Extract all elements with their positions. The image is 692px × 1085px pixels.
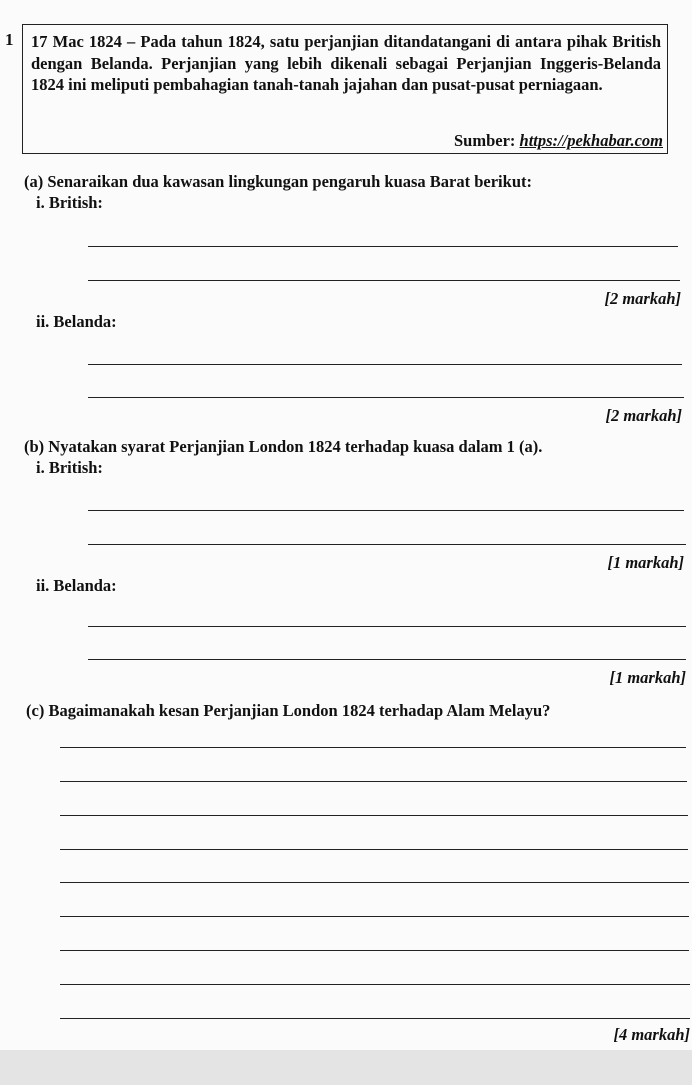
answer-line[interactable] [60,916,689,917]
part-a-british-label: i. British: [36,193,103,212]
answer-line[interactable] [88,246,678,247]
source-text [31,31,661,96]
part-b-ii-marks: [1 markah] [609,668,686,687]
answer-line[interactable] [60,984,690,985]
source-label: Sumber: [453,131,520,150]
answer-line[interactable] [88,510,684,511]
part-b-british-label: i. British: [36,458,103,477]
answer-line[interactable] [60,747,686,748]
answer-line[interactable] [88,280,680,281]
part-c-marks: [4 markah] [613,1025,690,1044]
answer-line[interactable] [60,815,688,816]
answer-line[interactable] [60,781,687,782]
question-number: 1 [5,30,14,49]
answer-line[interactable] [88,364,682,365]
answer-line[interactable] [60,1018,690,1019]
source-body: – Pada tahun 1824, satu perjanjian ditandatangani di antara pihak British dengan Belanda. Perjanjian yang lebih dikenali sebagai Perjanjian Inggeris-Belanda 1824 ini meliputi pembahagian tanah-tanah jajahan dan pusat-pusat perniagaan. [31,32,662,94]
part-a-ii-marks: [2 markah] [605,406,682,425]
page-bottom-margin [0,1050,692,1085]
part-b-i-marks: [1 markah] [607,553,684,572]
answer-line[interactable] [60,849,688,850]
answer-line[interactable] [88,397,684,398]
answer-line[interactable] [88,626,686,627]
part-a-i-marks: [2 markah] [604,289,681,308]
answer-line[interactable] [88,659,686,660]
answer-line[interactable] [60,882,689,883]
source-date: 17 Mac 1824 [31,32,122,51]
answer-line[interactable] [88,544,686,545]
part-a-prompt: (a) Senaraikan dua kawasan lingkungan pengaruh kuasa Barat berikut: [24,172,532,191]
part-b-belanda-label: ii. Belanda: [36,576,117,595]
source-box [22,24,668,154]
source-link[interactable]: https://pekhabar.com [519,131,663,150]
part-c-prompt: (c) Bagaimanakah kesan Perjanjian London 1824 terhadap Alam Melayu? [26,701,551,720]
part-b-prompt: (b) Nyatakan syarat Perjanjian London 1824 terhadap kuasa dalam 1 (a). [24,437,543,456]
part-a-belanda-label: ii. Belanda: [36,312,117,331]
source-citation [454,131,663,151]
answer-line[interactable] [60,950,689,951]
